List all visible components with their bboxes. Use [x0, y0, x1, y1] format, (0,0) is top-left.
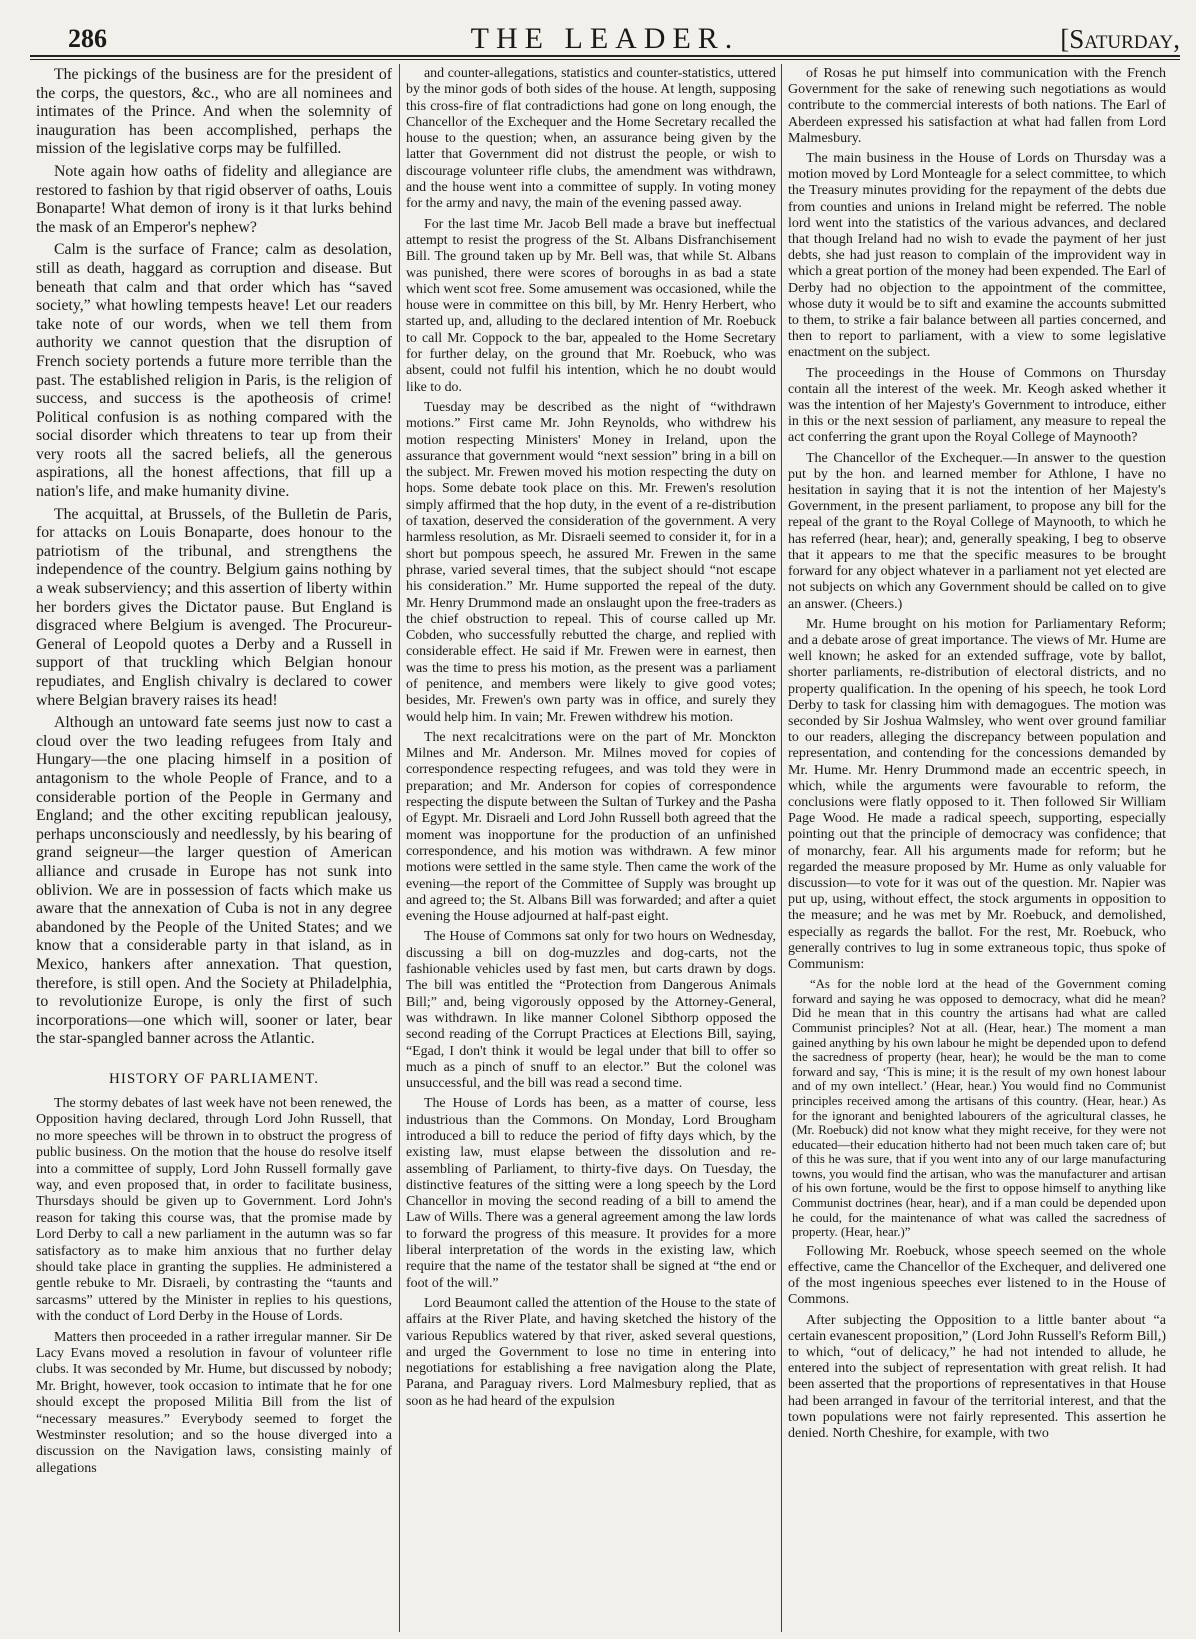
- section-heading: HISTORY OF PARLIAMENT.: [109, 1070, 319, 1087]
- paragraph: and counter-allegations, statistics and counter-statistics, uttered by the minor gods of both sides of the house. At length, supposing this cross-fire of flat contradictions had gone on long enough, the Chancellor of the Exchequer and the Home Secretary recalled the house to the question; when, an assurance being given by the latter that Government did not distrust the people, or wish to discourage volunteer rifle clubs, the amendment was withdrawn, and the house went into a committee of supply. In voting money for the army and navy, the main of the evening passed away.: [406, 66, 776, 212]
- paragraph: The next recalcitrations were on the part of Mr. Monckton Milnes and Mr. Anderson. Mr. Milnes moved for copies of correspondence respecting refugees, and was told they were in preparation; and Mr. Anderson for copies of correspondence respecting the dispute between the Sultan of Turkey and the Pasha of Egypt. Mr. Disraeli and Lord John Russell both agreed that the moment was inopportune for the production of an unfinished correspondence, and his motion was withdrawn. A few minor motions were settled in the same style. Then came the work of the evening—the report of the Committee of Supply was brought up and agreed to; the St. Albans Bill was forwarded; and after a quiet evening the House adjourned at half-past eight.: [406, 729, 776, 925]
- paragraph: The House of Lords has been, as a matter of course, less industrious than the Commons. On Monday, Lord Brougham introduced a bill to reduce the period of fifty days which, by the existing law, must elapse between the dissolution and re-assembling of Parliament, to thirty-five days. On Tuesday, the distinctive features of the sitting were a long speech by the Lord Chancellor in moving the second reading of a bill to amend the Law of Wills. There was a general agreement among the law lords to forward the progress of this measure. It provides for a more liberal interpretation of the words in the existing law, which require that the name of the testator shall be signed at “the end or foot of the will.”: [406, 1096, 776, 1291]
- paragraph: Calm is the surface of France; calm as desolation, still as death, haggard as corruption and disease. But beneath that calm and that order which has “saved society,” what howling tempests heave! Let our readers take note of our words, when we tell them from authority we cannot question that the disruption of French society portends a future more terrible than the past. The established religion in Paris, is the religion of success, and success is the apotheosis of crime! Political confusion is as nothing compared with the social disorder which threatens to tear up from their very roots all the sacred beliefs, all the generous aspirations, all the honest affections, that fill up a nation's life, and make humanity divine.: [36, 241, 392, 501]
- paragraph: of Rosas he put himself into communication with the French Government for the sake of renewing such negotiations as would contribute to the commercial interests of both nations. The Earl of Aberdeen expressed his satisfaction at what had fallen from Lord Malmesbury.: [788, 66, 1166, 146]
- paragraph: Lord Beaumont called the attention of the House to the state of affairs at the River Plate, and having sketched the history of the various Republics watered by that river, asked several questions, and urged the Government to lose no time in entering into negotiations for establishing a free navigation along the Plate, Parana, and Paraguay rivers. Lord Malmesbury replied, that as soon as he had heard of the expulsion: [406, 1295, 776, 1409]
- paragraph: The pickings of the business are for the president of the corps, the questors, &c., who are all nominees and intimates of the Prince. And when the solemnity of inauguration has been accomplished, perhaps the mission of the legislative corps may be fulfilled.: [36, 66, 392, 158]
- paragraph: The stormy debates of last week have not been renewed, the Opposition having declared, through Lord John Russell, that no more speeches will be thrown in to obstruct the progress of public business. On the motion that the house do resolve itself into a committee of supply, Lord John Russell formally gave way, and even proposed that, in order to facilitate business, Thursdays should be given up to Government. Lord John's reason for taking this course was, that the promise made by Lord Derby to call a new parliament in the autumn was so far satisfactory as to make him anxious that no further delay should take place in granting the supplies. He administered a gentle rebuke to Mr. Disraeli, by contrasting the “taunts and sarcasms” uttered by the Minister in replies to his questions, with the conduct of Lord Derby in the House of Lords.: [36, 1095, 392, 1325]
- header-day: [Saturday,: [1060, 24, 1180, 54]
- paragraph: The House of Commons sat only for two hours on Wednesday, discussing a bill on dog-muzzles and dog-carts, not the fashionable vehicles used by fast men, but carts drawn by dogs. The bill was entitled the “Protection from Dangerous Animals Bill;” and, being vigorously opposed by the Attorney-General, was withdrawn. In like manner Colonel Sibthorp opposed the second reading of the Corrupt Practices at Elections Bill, saying, “Egad, I don't think it would be legal under that bill to offer so much as a pinch of snuff to an elector.” But the colonel was unsuccessful, and the bill was read a second time.: [406, 929, 776, 1092]
- paragraph: Tuesday may be described as the night of “withdrawn motions.” First came Mr. John Reynolds, who withdrew his motion respecting Ministers' Money in Ireland, upon the assurance that government would “next session” bring in a bill on the subject. Mr. Frewen moved his motion respecting the duty on hops. Some debate took place on this. Mr. Frewen's resolution simply affirmed that the hop duty, in the event of a re-distribution of taxation, deserved the consideration of the government. A very harmless resolution, as Mr. Disraeli seemed to consider it, for in a short but pompous speech, he assured Mr. Frewen in the same phrase, varied several times, that the subject should “not escape his consideration.” Mr. Hume supported the repeal of the duty. Mr. Henry Drummond made an onslaught upon the free-traders as the chief obstruction to repeal. This of course called up Mr. Cobden, who successfully rebutted the charge, and replied with considerable effect. He said if Mr. Frewen were in earnest, then was the time to press his motion, as the present was a parliament of penitence, and members were likely to give good votes; besides, Mr. Frewen's own party was in office, and surely they would help him. In vain; Mr. Frewen withdrew his motion.: [406, 399, 776, 725]
- paragraph: Note again how oaths of fidelity and allegiance are restored to fashion by that rigid observer of oaths, Louis Bonaparte! What demon of irony is it that lurks behind the mask of an Emperor's nephew?: [36, 162, 392, 236]
- paragraph: The proceedings in the House of Commons on Thursday contain all the interest of the week. Mr. Keogh asked whether it was the intention of her Majesty's Government to introduce, either in this or the next session of parliament, any measure to repeal the act conferring the grant upon the Royal College of Maynooth?: [788, 365, 1166, 446]
- header-rule-thin: [30, 59, 1180, 60]
- column-3: [788, 66, 1166, 1632]
- paragraph: Mr. Hume brought on his motion for Parliamentary Reform; and a debate arose of great importance. The views of Mr. Hume are well known; he asked for an extended suffrage, vote by ballot, shorter parliaments, re-distribution of electoral districts, and no property qualification. In the opening of his speech, he took Lord Derby to task for classing him with demagogues. The motion was seconded by Sir Joshua Walmsley, who went over ground familiar to our readers, alleging the discrepancy between population and representation, and contending for the concessions demanded by Mr. Hume. Mr. Henry Drummond made an eccentric speech, in which, while the arguments were favourable to reform, the conclusions were flatly opposed to it. Then followed Sir William Page Wood. He made a radical speech, supporting, especially pointing out that the principle of democracy was confidence; that of monarchy, fear. All his arguments made for reform; but he regarded the measure proposed by Mr. Hume as only valuable for discussion—to vote for it was out of the question. Mr. Napier was put up, using, without effect, the stock arguments in opposition to the measure; and he was met by Mr. Roebuck, and demolished, especially as regards the ballot. For the rest, Mr. Roebuck, who generally contrives to lug in some extraneous topic, thus spoke of Communism:: [788, 616, 1166, 972]
- page-number: 286: [68, 24, 107, 53]
- paragraph: Matters then proceeded in a rather irregular manner. Sir De Lacy Evans moved a resolution in favour of volunteer rifle clubs. It was seconded by Mr. Hume, but discussed by nobody; Mr. Bright, however, took occasion to intimate that he for one should except the proposed Militia Bill from the list of “necessary measures.” Everybody seemed to forget the Westminster resolution; and so the house diverged into a discussion on the Navigation laws, consisting mainly of allegations: [36, 1329, 392, 1476]
- column-2: [406, 66, 776, 1632]
- block-quote: “As for the noble lord at the head of the Government coming forward and saying he was opposed to democracy, what did he mean? Did he mean that in this country the artisans had what are called Communist principles? Not at all. (Hear, hear.) The moment a man gained anything by his own labour he might be depended upon to defend the sacredness of property (hear, hear); he would be the man to come forward and say, ‘This is mine; it is the result of my own honest labour and of my own intellect.’ (Hear, hear.) You would find no Communist principles received among the artisans of this country. (Hear, hear.) As for the ignorant and benighted labourers of the agricultural classes, he (Mr. Roebuck) did not know what they might receive, for they were not educated—their education hitherto had not been much taken care of; but of this he was sure, that if you went into any of our large manufacturing towns, you would find the artisan, who was the manufacturer and artisan of his own fortune, would be the first to oppose himself to anything like Communist doctrines (hear, hear), and if a man could be depended upon he could, for the maintenance of what was called the sacredness of property. (Hear, hear.)”: [792, 977, 1166, 1240]
- paragraph: The main business in the House of Lords on Thursday was a motion moved by Lord Monteagle for a select committee, to which the Treasury minutes providing for the repayment of the debts due from counties and unions in Ireland might be referred. The noble lord went into the statistics of the various advances, and declared that though Ireland had no wish to evade the payment of her just debts, she had just reason to complain of the improvident way in which a great portion of the money had been expended. The Earl of Derby had no objection to the appointment of the committee, whose duty it would be to sift and examine the accounts submitted to them, to strike a fair balance between all parties concerned, and then to report to parliament, with a view to some legislative enactment on the subject.: [788, 151, 1166, 361]
- paragraph: The acquittal, at Brussels, of the Bulletin de Paris, for attacks on Louis Bonaparte, does honour to the patriotism of the tribunal, and strengthens the independence of the country. Belgium gains nothing by a weak subserviency; and this assertion of liberty within her borders gives the Dictator pause. But England is disgraced where Belgium is avenged. The Procureur-General of Leopold quotes a Derby and a Russell in support of that truckling which Belgian honour repudiates, and English chivalry is declared to cower where Belgian bravery raises its head!: [36, 505, 392, 709]
- column-divider: [781, 64, 782, 1632]
- paragraph: After subjecting the Opposition to a little banter about “a certain evanescent proposition,” (Lord John Russell's Reform Bill,) to which, “out of delicacy,” he had not intended to allude, he entered into the subject of representation with great relish. It had been asserted that the proportions of representatives in that House had been arranged in favour of the territorial interest, and that the town populations were not fairly represented. This assertion he denied. North Cheshire, for example, with two: [788, 1312, 1166, 1442]
- masthead-title: THE LEADER.: [470, 22, 740, 55]
- paragraph: For the last time Mr. Jacob Bell made a brave but ineffectual attempt to resist the progress of the St. Albans Disfranchisement Bill. The ground taken up by Mr. Bell was, that while St. Albans was punished, there were scores of boroughs in as bad a state which went scot free. Some amusement was occasioned, while the house were in committee on this bill, by Mr. Henry Herbert, who started up, and, alluding to the declared intention of Mr. Roebuck to call Mr. Coppock to the bar, appealed to the Home Secretary for further delay, on the ground that Mr. Roebuck, who was absent, could not fulfil his intention, which he no doubt would like to do.: [406, 216, 776, 395]
- paragraph: Although an untoward fate seems just now to cast a cloud over the two leading refugees from Italy and Hungary—the one placing himself in a position of antagonism to the whole People of France, and to a considerable portion of the People in Germany and England; and the other exciting republican jealousy, perhaps unconsciously and needlessly, by his bearing of grand seigneur—the larger question of American alliance and crusade in Europe has not sunk into oblivion. We are in possession of facts which make us aware that the annexation of Cuba is not in any degree abandoned by the People of the United States; and we know that a considerable party in that island, as in Mexico, hankers after annexation. That question, therefore, is still open. And the Society at Philadelphia, to revolutionize Europe, is only the first of such incorporations—one which will, sooner or later, bear the star-spangled banner across the Atlantic.: [36, 714, 392, 1048]
- header-rule: [30, 55, 1180, 57]
- paragraph: Following Mr. Roebuck, whose speech seemed on the whole effective, came the Chancellor of the Exchequer, and delivered one of the most ingenious speeches ever listened to in the House of Commons.: [788, 1243, 1166, 1308]
- page-header: [30, 8, 1180, 60]
- column-divider: [399, 64, 400, 1632]
- paragraph: The Chancellor of the Exchequer.—In answer to the question put by the hon. and learned member for Athlone, I have no hesitation in saying that it is not the intention of her Majesty's Government, in the present parliament, to propose any bill for the repeal of the grant to the Royal College of Maynooth, to which he has referred (hear, hear); and, generally speaking, I beg to observe that it appears to me that the specific measures to be brought forward for any object whatever in a parliament not yet elected are not subjects on which any Government should be called on to give an answer. (Cheers.): [788, 450, 1166, 612]
- column-1: [36, 66, 392, 1632]
